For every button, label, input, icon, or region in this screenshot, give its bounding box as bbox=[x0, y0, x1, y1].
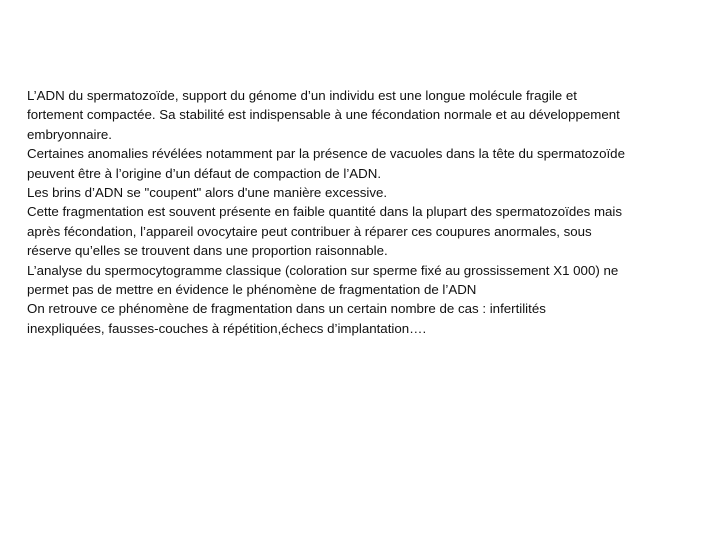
text-line: Cette fragmentation est souvent présente en faible quantité dans la plupart des spermatozoïdes mais bbox=[27, 204, 623, 220]
text-line: L’ADN du spermatozoïde, support du génome d’un individu est une longue molécule fragile et bbox=[27, 88, 577, 103]
text-line: Les brins d’ADN se "coupent" alors d'une manière excessive. bbox=[27, 185, 388, 201]
text-line: L’analyse du spermocytogramme classique (coloration sur sperme fixé au grossissement X1 000) ne bbox=[27, 262, 619, 278]
text-line: après fécondation, l’appareil ovocytaire peut contribuer à réparer ces coupures anormales, sous bbox=[27, 223, 592, 239]
text-line: fortement compactée. Sa stabilité est indispensable à une fécondation normale et au développement bbox=[27, 107, 620, 123]
text-line: inexpliquées, fausses-couches à répétition,échecs d’implantation…. bbox=[27, 320, 427, 336]
text-line: réserve qu’elles se trouvent dans une proportion raisonnable. bbox=[27, 243, 388, 259]
text-line: peuvent être à l’origine d’un défaut de compaction de l’ADN. bbox=[27, 165, 382, 181]
text-line: On retrouve ce phénomène de fragmentation dans un certain nombre de cas : infertilités bbox=[27, 301, 546, 317]
text-line: permet pas de mettre en évidence le phénomène de fragmentation de l’ADN bbox=[27, 282, 477, 298]
text-line: embryonnaire. bbox=[27, 126, 112, 142]
text-line: Certaines anomalies révélées notamment par la présence de vacuoles dans la tête du spermatozoïde bbox=[27, 146, 625, 162]
text-body bbox=[27, 86, 699, 338]
